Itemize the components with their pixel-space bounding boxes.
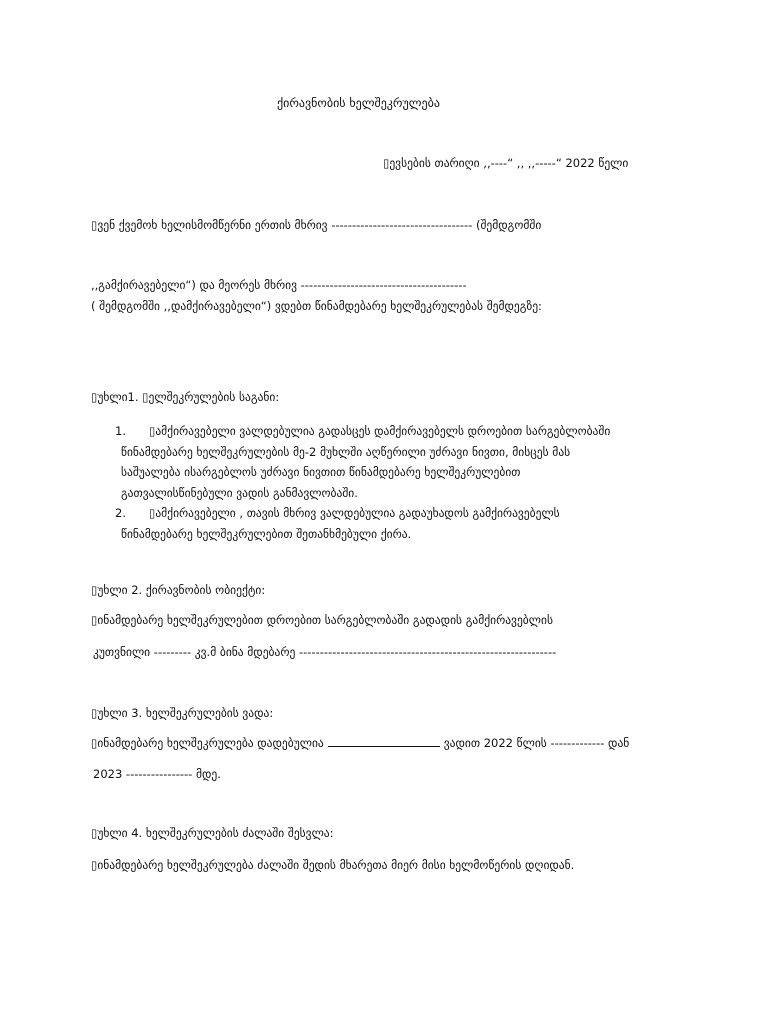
article-3-paragraph-continuation: 2023 ---------------- მდე. [93, 767, 221, 781]
fill-date-line: ▯ევსების თარიღი ,,----“ ,, ,,-----“ 2022 წელი [383, 156, 629, 170]
article-3-paragraph [91, 736, 629, 750]
article-3-text-start: ▯ინამდებარე ხელშეკრულება დადებულია [91, 736, 324, 750]
article-1-list [91, 421, 731, 544]
list-item-number: 1. [115, 424, 126, 438]
list-item-line: გათვალისწინებული ვადის განმავლობაში. [121, 485, 358, 500]
list-item-line: ▯ამქირავებელი ვალდებულია გადასცეს დამქირავებელს დროებით სარგებლობაში [149, 424, 611, 438]
document-title: ქირავნობის ხელშეკრულება [277, 96, 440, 110]
list-item-line: საშუალება ისარგებლოს უძრავი ნივთით წინამდებარე ხელშეკრულებით [121, 465, 521, 479]
article-2-paragraph: ▯ინამდებარე ხელშეკრულებით დროებით სარგებლობაში გადადის გამქირავებლის [91, 613, 553, 627]
party-two-continuation: ( შემდგომში ,,დამქირავებელი“) ვდებთ წინამდებარე ხელშეკრულებას შემდეგზე: [91, 299, 542, 313]
list-item [91, 421, 731, 503]
article-4-heading: ▯უხლი 4. ხელშეკრულების ძალაში შესვლა: [91, 826, 334, 840]
list-item-line: ▯ამქირავებელი , თავის მხრივ ვალდებულია გადაუხადოს გამქირავებელს [149, 506, 560, 520]
article-2-heading: ▯უხლი 2. ქირავნობის ობიექტი: [91, 583, 266, 597]
party-two-line: ,,გამქირავებელი“) და მეორეს მხრივ ---------------------------------------- [91, 278, 467, 292]
article-4-paragraph: ▯ინამდებარე ხელშეკრულება ძალაში შედის მხარეთა მიერ მისი ხელმოწერის დღიდან. [91, 858, 575, 872]
list-item [91, 503, 731, 544]
article-3-text-end: ვადით 2022 წლის ------------- დან [443, 736, 630, 750]
list-item-text [121, 421, 731, 503]
term-blank-field [328, 737, 440, 747]
article-2-paragraph-continuation: კუთვნილი --------- კვ.მ ბინა მდებარე -------------------------------------------------------------- [93, 645, 557, 659]
list-item-text [121, 503, 731, 544]
list-item-line: წინამდებარე ხელშეკრულების მე-2 მუხლში აღწერილი უძრავი ნივთი, მისცეს მას [121, 444, 571, 459]
party-one-line: ▯ვენ ქვემოხ ხელისმომწერნი ერთის მხრივ ---------------------------------- (შემდგომში [91, 218, 542, 232]
list-item-line: წინამდებარე ხელშეკრულებით შეთანხმებული ქირა. [121, 526, 412, 541]
article-3-heading: ▯უხლი 3. ხელშეკრულების ვადა: [91, 706, 274, 720]
article-1-heading: ▯უხლი1. ▯ელშეკრულების საგანი: [91, 390, 280, 404]
list-item-number: 2. [115, 506, 126, 520]
